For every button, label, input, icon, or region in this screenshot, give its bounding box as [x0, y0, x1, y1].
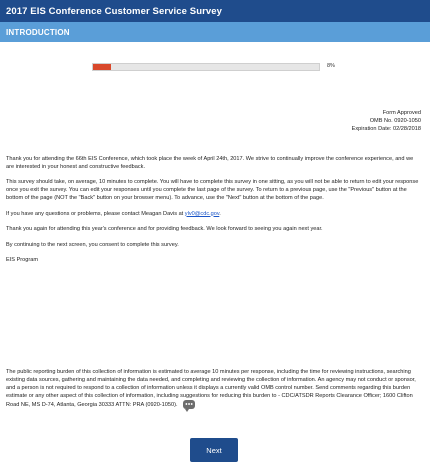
intro-paragraph-instructions: This survey should take, on average, 10 minutes to complete. You will have to complete this survey in one sitting, as you will not be able to return to edit your response once you exit the survey. You can edit your responses until you complete the last page of the survey. To return to a previous page, use the "Previous" button at the bottom of the page (NOT the "Back" button on your browser menu). To advance, use the "Next" button at the bottom of the page. — [6, 179, 419, 201]
burden-statement — [6, 368, 422, 409]
progress-percent: 8% — [327, 63, 335, 69]
contact-email-link[interactable]: ylv0@cdc.gov — [184, 210, 220, 217]
section-header — [0, 22, 430, 42]
section-title: INTRODUCTION — [6, 28, 70, 37]
omb-number-text: OMB No. 0920-1050 — [369, 118, 421, 125]
survey-title: 2017 EIS Conference Customer Service Survey — [6, 6, 223, 17]
intro-content — [6, 156, 422, 273]
omb-approval-block — [352, 109, 421, 134]
form-approved-text: Form Approved — [382, 110, 421, 116]
contact-text-end: . — [219, 210, 221, 217]
intro-paragraph-contact — [6, 211, 422, 219]
burden-text: The public reporting burden of this collection of information is estimated to average 10 minutes per response, including the time for reviewing instructions, searching existing data sources, gathering and maintaining the data needed, and completing and reviewing the collection of information. An agency may not conduct or sponsor, and a person is not required to respond to a collection of information unless it displays a currently valid OMB control number. Send comments regarding this burden estimate or any other aspect of this collection of information, including suggestions for reducing this burden to - CDC/ATSDR Reports Clearance Officer; 1600 Clifton Road NE, MS D-74, Atlanta, Georgia 30333 ATTN: PRA (0920-1050). — [6, 369, 416, 409]
survey-title-bar — [0, 0, 430, 22]
intro-paragraph-thanks: Thank you for attending the 66th EIS Conference, which took place the week of April 24th, 2017. We strive to continually improve the conference experience, and we are interested in your honest and constructive feedback. — [6, 156, 414, 170]
intro-paragraph-consent: By continuing to the next screen, you consent to complete this survey. — [6, 241, 179, 248]
intro-paragraph-closing: Thank you again for attending this year's conference and for providing feedback. We look forward to seeing you again next year. — [6, 226, 323, 233]
expiration-date-text: Expiration Date: 02/28/2018 — [351, 126, 421, 133]
next-button[interactable]: Next — [190, 438, 238, 462]
intro-signature: EIS Program — [6, 257, 39, 264]
chat-bubble-icon[interactable] — [183, 400, 195, 409]
progress-bar — [92, 63, 320, 71]
contact-text: If you have any questions or problems, please contact Meagan Davis at — [6, 210, 185, 217]
progress-bar-fill — [93, 64, 111, 70]
